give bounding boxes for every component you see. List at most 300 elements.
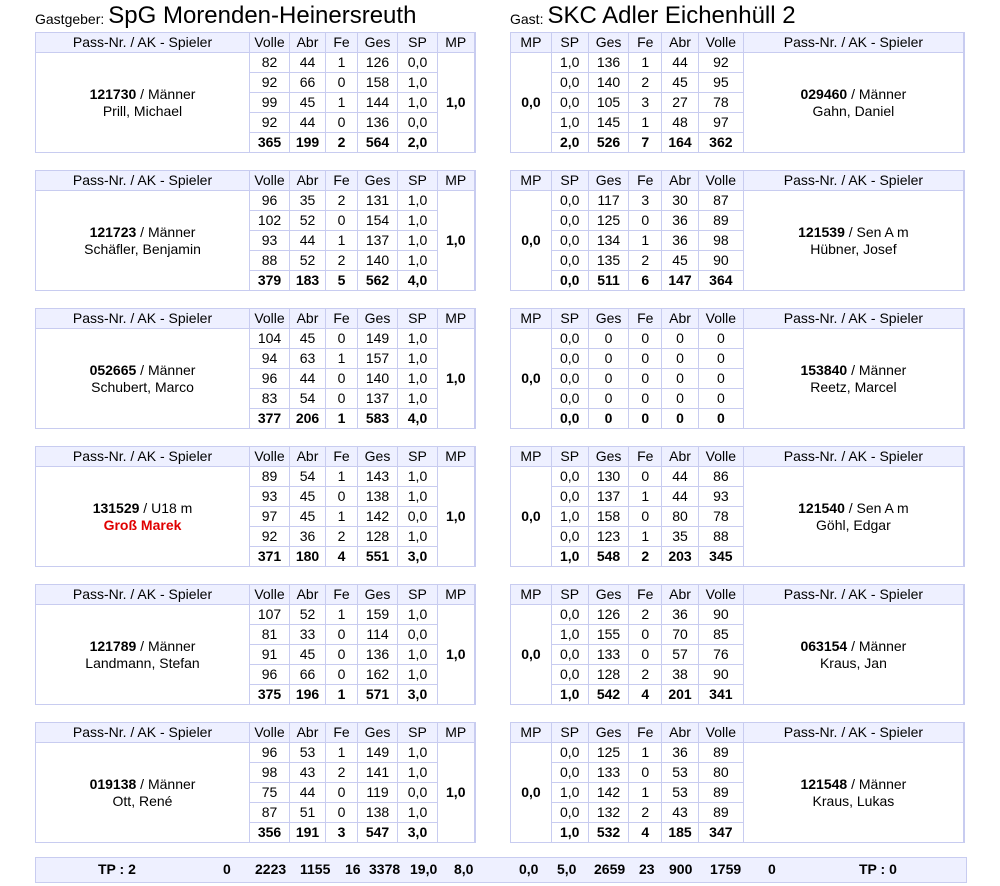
- guest-volle-value: 93: [698, 487, 743, 507]
- guest-volle-value: 78: [698, 507, 743, 527]
- header-ges: Ges: [358, 723, 398, 743]
- header-ges: Ges: [358, 447, 398, 467]
- guest-fe-value: 1: [629, 783, 662, 803]
- table-header-row: [511, 447, 965, 467]
- guest-ges-value: 137: [588, 487, 629, 507]
- guest-abr-value: 36: [662, 211, 699, 231]
- guest-ges-value: 511: [588, 271, 629, 291]
- home-tp: TP : 2: [98, 861, 136, 877]
- home-volle-value: 377: [250, 409, 290, 429]
- guest-fe-value: 0: [629, 211, 662, 231]
- home-fe-value: 0: [326, 389, 358, 409]
- home-fe-value: 0: [326, 665, 358, 685]
- home-game-table: [35, 446, 476, 567]
- home-fe-value: 4: [326, 547, 358, 567]
- guest-sp-value: 0,0: [551, 467, 588, 487]
- home-player-info: [36, 776, 249, 810]
- guest-ges-value: 532: [588, 823, 629, 843]
- guest-abr-value: 203: [662, 547, 699, 567]
- home-volle-value: 99: [250, 93, 290, 113]
- home-player-info: [36, 638, 249, 672]
- header-mp: MP: [511, 447, 552, 467]
- home-ges-value: 551: [358, 547, 398, 567]
- guest-sp-value: 0,0: [551, 231, 588, 251]
- home-player-id-line: [36, 776, 249, 793]
- home-sp-value: 1,0: [398, 73, 438, 93]
- header-sp: SP: [398, 447, 438, 467]
- home-ges-value: 119: [358, 783, 398, 803]
- header-fe: Fe: [629, 723, 662, 743]
- guest-team-name: SKC Adler Eichenhüll 2: [547, 2, 796, 29]
- home-fe-value: 0: [326, 645, 358, 665]
- home-abr-value: 36: [290, 527, 326, 547]
- home-ges-value: 157: [358, 349, 398, 369]
- home-fe-value: 1: [326, 53, 358, 73]
- header-fe: Fe: [326, 585, 358, 605]
- home-volle-value: 92: [250, 73, 290, 93]
- home-total-mp: 8,0: [454, 861, 474, 877]
- home-team-label: Gastgeber:: [35, 11, 105, 27]
- home-sp-value: 3,0: [398, 823, 438, 843]
- home-volle-value: 81: [250, 625, 290, 645]
- guest-sp-value: 0,0: [551, 73, 588, 93]
- home-ges-value: 143: [358, 467, 398, 487]
- home-volle-value: 92: [250, 113, 290, 133]
- home-game-table: [35, 584, 476, 705]
- guest-abr-value: 0: [662, 369, 699, 389]
- home-abr-value: 66: [290, 73, 326, 93]
- guest-volle-value: 89: [698, 783, 743, 803]
- guest-game-table: [510, 584, 965, 705]
- home-sp-value: 2,0: [398, 133, 438, 153]
- guest-volle-value: 90: [698, 605, 743, 625]
- guest-abr-value: 43: [662, 803, 699, 823]
- guest-volle-value: 88: [698, 527, 743, 547]
- header-mp: MP: [511, 309, 552, 329]
- home-fe-value: 1: [326, 467, 358, 487]
- guest-ges-value: 136: [588, 53, 629, 73]
- guest-fe-value: 3: [629, 93, 662, 113]
- home-age-class: Männer: [147, 223, 196, 240]
- home-total-fe: 16: [345, 861, 361, 877]
- header-abr: Abr: [662, 723, 699, 743]
- home-sp-value: 1,0: [398, 369, 438, 389]
- home-abr-value: 51: [290, 803, 326, 823]
- guest-fe-value: 0: [629, 507, 662, 527]
- header-abr: Abr: [662, 309, 699, 329]
- header-player: Pass-Nr. / AK - Spieler: [743, 585, 964, 605]
- lane-row: [511, 467, 965, 487]
- home-player-info: [36, 224, 249, 258]
- guest-sp-value: 1,0: [551, 113, 588, 133]
- guest-fe-value: 2: [629, 803, 662, 823]
- guest-player-info: [744, 86, 963, 120]
- home-sp-value: 1,0: [398, 803, 438, 823]
- guest-fe-value: 3: [629, 191, 662, 211]
- home-volle-value: 107: [250, 605, 290, 625]
- guest-fe-value: 1: [629, 231, 662, 251]
- home-abr-value: 33: [290, 625, 326, 645]
- home-age-class: Männer: [147, 85, 196, 102]
- header-abr: Abr: [290, 447, 326, 467]
- lane-row: [36, 53, 475, 73]
- home-sp-value: 1,0: [398, 605, 438, 625]
- header-ges: Ges: [588, 585, 629, 605]
- guest-abr-value: 53: [662, 763, 699, 783]
- header-fe: Fe: [326, 33, 358, 53]
- guest-sp-value: 0,0: [551, 271, 588, 291]
- guest-sp-value: 0,0: [551, 329, 588, 349]
- guest-sp-value: 1,0: [551, 685, 588, 705]
- header-ges: Ges: [358, 585, 398, 605]
- home-ges-value: 583: [358, 409, 398, 429]
- home-volle-value: 87: [250, 803, 290, 823]
- home-abr-value: 44: [290, 783, 326, 803]
- guest-abr-value: 53: [662, 783, 699, 803]
- home-team-name: SpG Morenden-Heinersreuth: [108, 2, 417, 29]
- header-abr: Abr: [662, 33, 699, 53]
- guest-ges-value: 135: [588, 251, 629, 271]
- guest-ges-value: 125: [588, 211, 629, 231]
- header-volle: Volle: [250, 171, 290, 191]
- guest-pass-number: 029460: [800, 85, 848, 102]
- home-ges-value: 136: [358, 113, 398, 133]
- home-sp-value: 4,0: [398, 271, 438, 291]
- guest-ges-value: 145: [588, 113, 629, 133]
- guest-ges-value: 548: [588, 547, 629, 567]
- guest-pass-separator: /: [847, 775, 859, 792]
- guest-volle-value: 85: [698, 625, 743, 645]
- header-fe: Fe: [629, 33, 662, 53]
- guest-pass-separator: /: [847, 85, 859, 102]
- guest-fe-value: 2: [629, 547, 662, 567]
- lane-row: [511, 743, 965, 763]
- home-abr-value: 180: [290, 547, 326, 567]
- home-player-id-line: [36, 86, 249, 103]
- guest-pass-number: 121539: [798, 223, 845, 240]
- home-pass-number: 052665: [89, 361, 137, 378]
- home-player-cell: [36, 329, 250, 429]
- guest-fe-value: 1: [629, 527, 662, 547]
- home-fe-value: 0: [326, 783, 358, 803]
- guest-volle-value: 0: [698, 369, 743, 389]
- home-fe-value: 0: [326, 803, 358, 823]
- guest-volle-value: 95: [698, 73, 743, 93]
- guest-player-name: Hübner, Josef: [810, 240, 897, 257]
- home-pass-number: 121789: [89, 637, 137, 654]
- header-mp: MP: [511, 723, 552, 743]
- guest-abr-value: 30: [662, 191, 699, 211]
- home-volle-value: 97: [250, 507, 290, 527]
- header-fe: Fe: [629, 447, 662, 467]
- header-ges: Ges: [358, 33, 398, 53]
- guest-ges-value: 142: [588, 783, 629, 803]
- header-fe: Fe: [629, 309, 662, 329]
- header-player: Pass-Nr. / AK - Spieler: [36, 171, 250, 191]
- guest-volle-value: 90: [698, 251, 743, 271]
- guest-abr-value: 45: [662, 251, 699, 271]
- guest-total-volle: 1759: [710, 861, 742, 877]
- header-sp: SP: [398, 585, 438, 605]
- header-abr: Abr: [662, 171, 699, 191]
- guest-ges-value: 134: [588, 231, 629, 251]
- guest-player-id-line: [744, 638, 963, 655]
- guest-player-cell: [743, 191, 964, 291]
- home-sp-value: 0,0: [398, 53, 438, 73]
- guest-abr-value: 57: [662, 645, 699, 665]
- guest-total-zero: 0: [768, 861, 776, 877]
- table-header-row: [511, 33, 965, 53]
- guest-fe-value: 0: [629, 625, 662, 645]
- guest-volle-value: 86: [698, 467, 743, 487]
- guest-mp-value: 0,0: [511, 53, 552, 153]
- home-volle-value: 96: [250, 191, 290, 211]
- guest-sp-value: 0,0: [551, 191, 588, 211]
- guest-abr-value: 35: [662, 527, 699, 547]
- header-player: Pass-Nr. / AK - Spieler: [36, 585, 250, 605]
- header-abr: Abr: [290, 585, 326, 605]
- home-ges-value: 136: [358, 645, 398, 665]
- home-sp-value: 1,0: [398, 645, 438, 665]
- guest-sp-value: 0,0: [551, 743, 588, 763]
- header-player: Pass-Nr. / AK - Spieler: [743, 309, 964, 329]
- home-player-name: Landmann, Stefan: [85, 654, 200, 671]
- header-abr: Abr: [290, 33, 326, 53]
- header-player: Pass-Nr. / AK - Spieler: [36, 723, 250, 743]
- guest-fe-value: 1: [629, 113, 662, 133]
- home-player-name: Prill, Michael: [102, 102, 183, 119]
- table-header-row: [36, 33, 475, 53]
- home-abr-value: 43: [290, 763, 326, 783]
- home-ges-value: 149: [358, 329, 398, 349]
- guest-volle-value: 364: [698, 271, 743, 291]
- guest-abr-value: 44: [662, 467, 699, 487]
- home-player-id-line: [36, 638, 249, 655]
- guest-fe-value: 0: [629, 409, 662, 429]
- home-volle-value: 92: [250, 527, 290, 547]
- header-abr: Abr: [290, 309, 326, 329]
- guest-volle-value: 0: [698, 349, 743, 369]
- header-mp: MP: [438, 447, 475, 467]
- guest-player-info: [744, 224, 963, 258]
- guest-sp-value: 0,0: [551, 803, 588, 823]
- guest-sp-value: 0,0: [551, 389, 588, 409]
- home-ges-value: 138: [358, 803, 398, 823]
- home-player-name: Schubert, Marco: [91, 378, 194, 395]
- home-total-volle: 2223: [255, 861, 287, 877]
- home-total-ges: 3378: [369, 861, 401, 877]
- header-volle: Volle: [250, 447, 290, 467]
- guest-game-table: [510, 32, 965, 153]
- guest-ges-value: 128: [588, 665, 629, 685]
- home-total-sp: 19,0: [410, 861, 438, 877]
- guest-mp-value: 0,0: [511, 191, 552, 291]
- home-player-cell: [36, 743, 250, 843]
- header-mp: MP: [438, 585, 475, 605]
- guest-pass-number: 153840: [800, 361, 848, 378]
- guest-fe-value: 4: [629, 823, 662, 843]
- guest-sp-value: 0,0: [551, 763, 588, 783]
- home-sp-value: 1,0: [398, 743, 438, 763]
- home-fe-value: 0: [326, 211, 358, 231]
- home-volle-value: 88: [250, 251, 290, 271]
- home-ges-value: 564: [358, 133, 398, 153]
- home-ges-value: 154: [358, 211, 398, 231]
- guest-abr-value: 36: [662, 605, 699, 625]
- guest-pass-separator: /: [844, 499, 857, 516]
- header-sp: SP: [551, 723, 588, 743]
- home-fe-value: 0: [326, 113, 358, 133]
- home-volle-value: 375: [250, 685, 290, 705]
- guest-tp: TP : 0: [859, 861, 897, 877]
- guest-player-id-line: [744, 86, 963, 103]
- home-sp-value: 4,0: [398, 409, 438, 429]
- guest-abr-value: 70: [662, 625, 699, 645]
- header-fe: Fe: [326, 447, 358, 467]
- guest-volle-value: 347: [698, 823, 743, 843]
- home-ges-value: 140: [358, 369, 398, 389]
- header-mp: MP: [511, 585, 552, 605]
- guest-ges-value: 132: [588, 803, 629, 823]
- guest-abr-value: 36: [662, 231, 699, 251]
- home-volle-value: 82: [250, 53, 290, 73]
- home-pass-separator: /: [136, 361, 148, 378]
- header-volle: Volle: [250, 723, 290, 743]
- home-pass-number: 121723: [89, 223, 137, 240]
- lane-row: [511, 605, 965, 625]
- guest-age-class: Männer: [858, 85, 907, 102]
- home-volle-value: 365: [250, 133, 290, 153]
- guest-abr-value: 0: [662, 389, 699, 409]
- guest-fe-value: 2: [629, 665, 662, 685]
- home-fe-value: 0: [326, 329, 358, 349]
- home-ges-value: 149: [358, 743, 398, 763]
- home-abr-value: 53: [290, 743, 326, 763]
- header-volle: Volle: [250, 309, 290, 329]
- header-fe: Fe: [326, 171, 358, 191]
- guest-volle-value: 89: [698, 803, 743, 823]
- guest-total-sp: 5,0: [557, 861, 577, 877]
- table-header-row: [36, 309, 475, 329]
- home-fe-value: 0: [326, 487, 358, 507]
- header-ges: Ges: [588, 309, 629, 329]
- guest-sp-value: 0,0: [551, 369, 588, 389]
- guest-player-name: Kraus, Lukas: [812, 792, 895, 809]
- home-player-id-line: [36, 224, 249, 241]
- table-header-row: [511, 171, 965, 191]
- header-sp: SP: [398, 33, 438, 53]
- home-ges-value: 162: [358, 665, 398, 685]
- home-sp-value: 1,0: [398, 467, 438, 487]
- table-header-row: [36, 171, 475, 191]
- home-ges-value: 141: [358, 763, 398, 783]
- guest-ges-value: 140: [588, 73, 629, 93]
- guest-game-table: [510, 170, 965, 291]
- table-header-row: [511, 585, 965, 605]
- lane-row: [511, 191, 965, 211]
- header-ges: Ges: [358, 309, 398, 329]
- home-fe-value: 2: [326, 527, 358, 547]
- guest-fe-value: 2: [629, 605, 662, 625]
- home-volle-value: 93: [250, 231, 290, 251]
- guest-player-id-line: [744, 776, 963, 793]
- home-sp-value: 0,0: [398, 625, 438, 645]
- home-volle-value: 93: [250, 487, 290, 507]
- header-fe: Fe: [326, 309, 358, 329]
- guest-ges-value: 0: [588, 349, 629, 369]
- home-abr-value: 45: [290, 645, 326, 665]
- guest-player-id-line: [744, 224, 963, 241]
- home-sp-value: 1,0: [398, 389, 438, 409]
- home-volle-value: 83: [250, 389, 290, 409]
- table-header-row: [511, 309, 965, 329]
- home-sp-value: 1,0: [398, 665, 438, 685]
- home-sp-value: 0,0: [398, 113, 438, 133]
- home-volle-value: 96: [250, 743, 290, 763]
- home-abr-value: 63: [290, 349, 326, 369]
- home-sp-value: 1,0: [398, 211, 438, 231]
- home-abr-value: 206: [290, 409, 326, 429]
- guest-age-class: Männer: [858, 775, 907, 792]
- guest-pass-number: 063154: [800, 637, 848, 654]
- header-abr: Abr: [290, 171, 326, 191]
- guest-sp-value: 1,0: [551, 547, 588, 567]
- guest-volle-value: 92: [698, 53, 743, 73]
- home-age-class: Männer: [147, 775, 196, 792]
- home-abr-value: 44: [290, 53, 326, 73]
- home-fe-value: 2: [326, 133, 358, 153]
- guest-player-cell: [743, 743, 964, 843]
- header-mp: MP: [438, 309, 475, 329]
- home-ges-value: 562: [358, 271, 398, 291]
- header-player: Pass-Nr. / AK - Spieler: [743, 33, 964, 53]
- header-fe: Fe: [629, 171, 662, 191]
- guest-abr-value: 201: [662, 685, 699, 705]
- home-sp-value: 1,0: [398, 231, 438, 251]
- guest-fe-value: 7: [629, 133, 662, 153]
- header-player: Pass-Nr. / AK - Spieler: [743, 171, 964, 191]
- guest-player-info: [744, 638, 963, 672]
- home-sp-value: 1,0: [398, 527, 438, 547]
- home-volle-value: 75: [250, 783, 290, 803]
- header-volle: Volle: [698, 585, 743, 605]
- home-pass-number: 121730: [89, 85, 137, 102]
- guest-ges-value: 133: [588, 645, 629, 665]
- home-abr-value: 45: [290, 487, 326, 507]
- header-sp: SP: [398, 309, 438, 329]
- guest-fe-value: 1: [629, 487, 662, 507]
- guest-volle-value: 341: [698, 685, 743, 705]
- home-abr-value: 52: [290, 251, 326, 271]
- home-ges-value: 126: [358, 53, 398, 73]
- guest-player-name: Gahn, Daniel: [812, 102, 895, 119]
- guest-abr-value: 38: [662, 665, 699, 685]
- header-player: Pass-Nr. / AK - Spieler: [36, 309, 250, 329]
- guest-fe-value: 0: [629, 349, 662, 369]
- home-fe-value: 3: [326, 823, 358, 843]
- guest-mp-value: 0,0: [511, 329, 552, 429]
- header-sp: SP: [551, 33, 588, 53]
- guest-sp-value: 1,0: [551, 507, 588, 527]
- home-fe-value: 5: [326, 271, 358, 291]
- guest-pass-number: 121548: [800, 775, 848, 792]
- guest-ges-value: 133: [588, 763, 629, 783]
- lane-row: [36, 605, 475, 625]
- guest-abr-value: 36: [662, 743, 699, 763]
- totals-footer: [35, 857, 967, 883]
- guest-sp-value: 0,0: [551, 409, 588, 429]
- guest-sp-value: 0,0: [551, 645, 588, 665]
